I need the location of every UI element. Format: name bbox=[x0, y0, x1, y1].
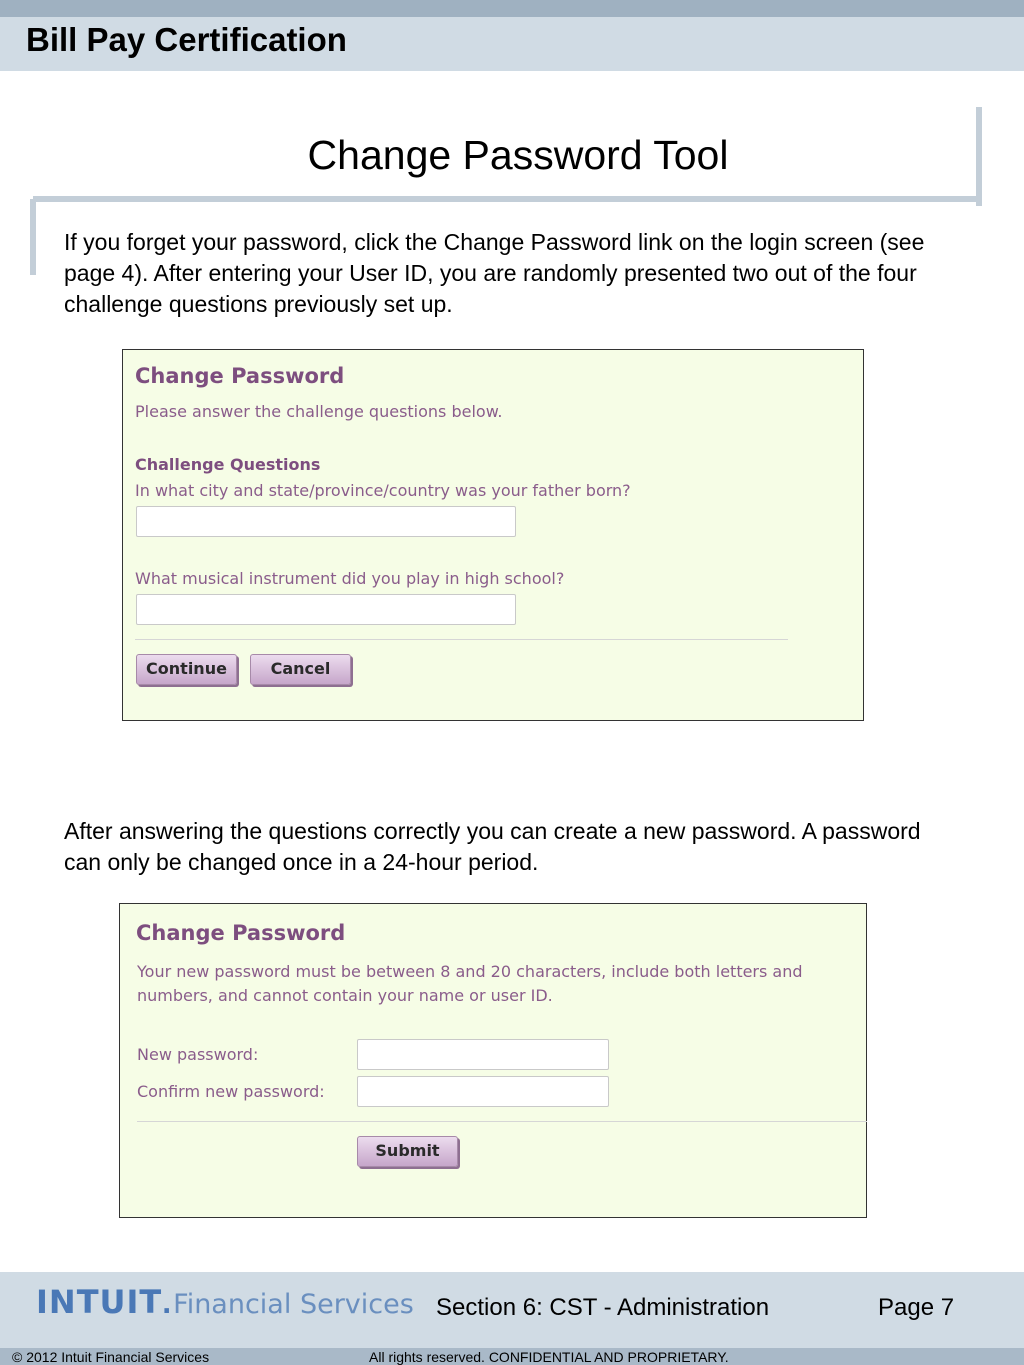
screenshot-divider bbox=[135, 639, 788, 640]
top-accent-strip bbox=[0, 0, 1024, 17]
password-rules-line-1: Your new password must be between 8 and 20 characters, include both letters and bbox=[137, 962, 803, 981]
screenshot-divider bbox=[137, 1121, 867, 1122]
screenshot-instructions: Please answer the challenge questions below. bbox=[135, 402, 503, 421]
rights-notice: All rights reserved. CONFIDENTIAL AND PROPRIETARY. bbox=[369, 1349, 729, 1365]
challenge-answer-2-input[interactable] bbox=[136, 594, 516, 625]
continue-button[interactable]: Continue bbox=[136, 654, 237, 685]
password-rules-line-2: numbers, and cannot contain your name or user ID. bbox=[137, 986, 553, 1005]
title-frame-bottom-border bbox=[33, 196, 981, 202]
title-frame-left-border bbox=[30, 199, 36, 275]
new-password-label: New password: bbox=[137, 1045, 259, 1064]
copyright-notice: © 2012 Intuit Financial Services bbox=[12, 1349, 210, 1365]
header-bar bbox=[0, 17, 1024, 71]
confirm-password-input[interactable] bbox=[357, 1076, 609, 1107]
screenshot-heading: Change Password bbox=[135, 364, 345, 388]
section-label: Section 6: CST - Administration bbox=[436, 1294, 770, 1321]
intro-paragraph: If you forget your password, click the Change Password link on the login screen (see page 4). After entering your User ID, you are randomly presented two out of the four challenge questions previously set up. bbox=[64, 229, 925, 317]
logo-suffix: Financial Services bbox=[173, 1289, 414, 1320]
new-password-paragraph: After answering the questions correctly you can create a new password. A password can only be changed once in a 24-hour period. bbox=[64, 818, 921, 875]
screenshot-heading: Change Password bbox=[136, 921, 346, 945]
logo-dot: . bbox=[162, 1284, 172, 1320]
challenge-question-2: What musical instrument did you play in high school? bbox=[135, 569, 565, 588]
new-password-screenshot bbox=[119, 903, 867, 1218]
challenge-questions-screenshot bbox=[122, 349, 864, 721]
confirm-password-label: Confirm new password: bbox=[137, 1082, 325, 1101]
page-title: Change Password Tool bbox=[307, 132, 729, 178]
cancel-button[interactable]: Cancel bbox=[250, 654, 351, 685]
intuit-financial-services-logo bbox=[36, 1283, 414, 1323]
logo-wordmark: INTUIT bbox=[36, 1283, 163, 1321]
submit-button[interactable]: Submit bbox=[357, 1136, 458, 1167]
page-number: Page 7 bbox=[878, 1294, 955, 1321]
challenge-questions-heading: Challenge Questions bbox=[135, 455, 321, 474]
document-title: Bill Pay Certification bbox=[26, 21, 347, 58]
challenge-answer-1-input[interactable] bbox=[136, 506, 516, 537]
new-password-input[interactable] bbox=[357, 1039, 609, 1070]
challenge-question-1: In what city and state/province/country was your father born? bbox=[135, 481, 631, 500]
